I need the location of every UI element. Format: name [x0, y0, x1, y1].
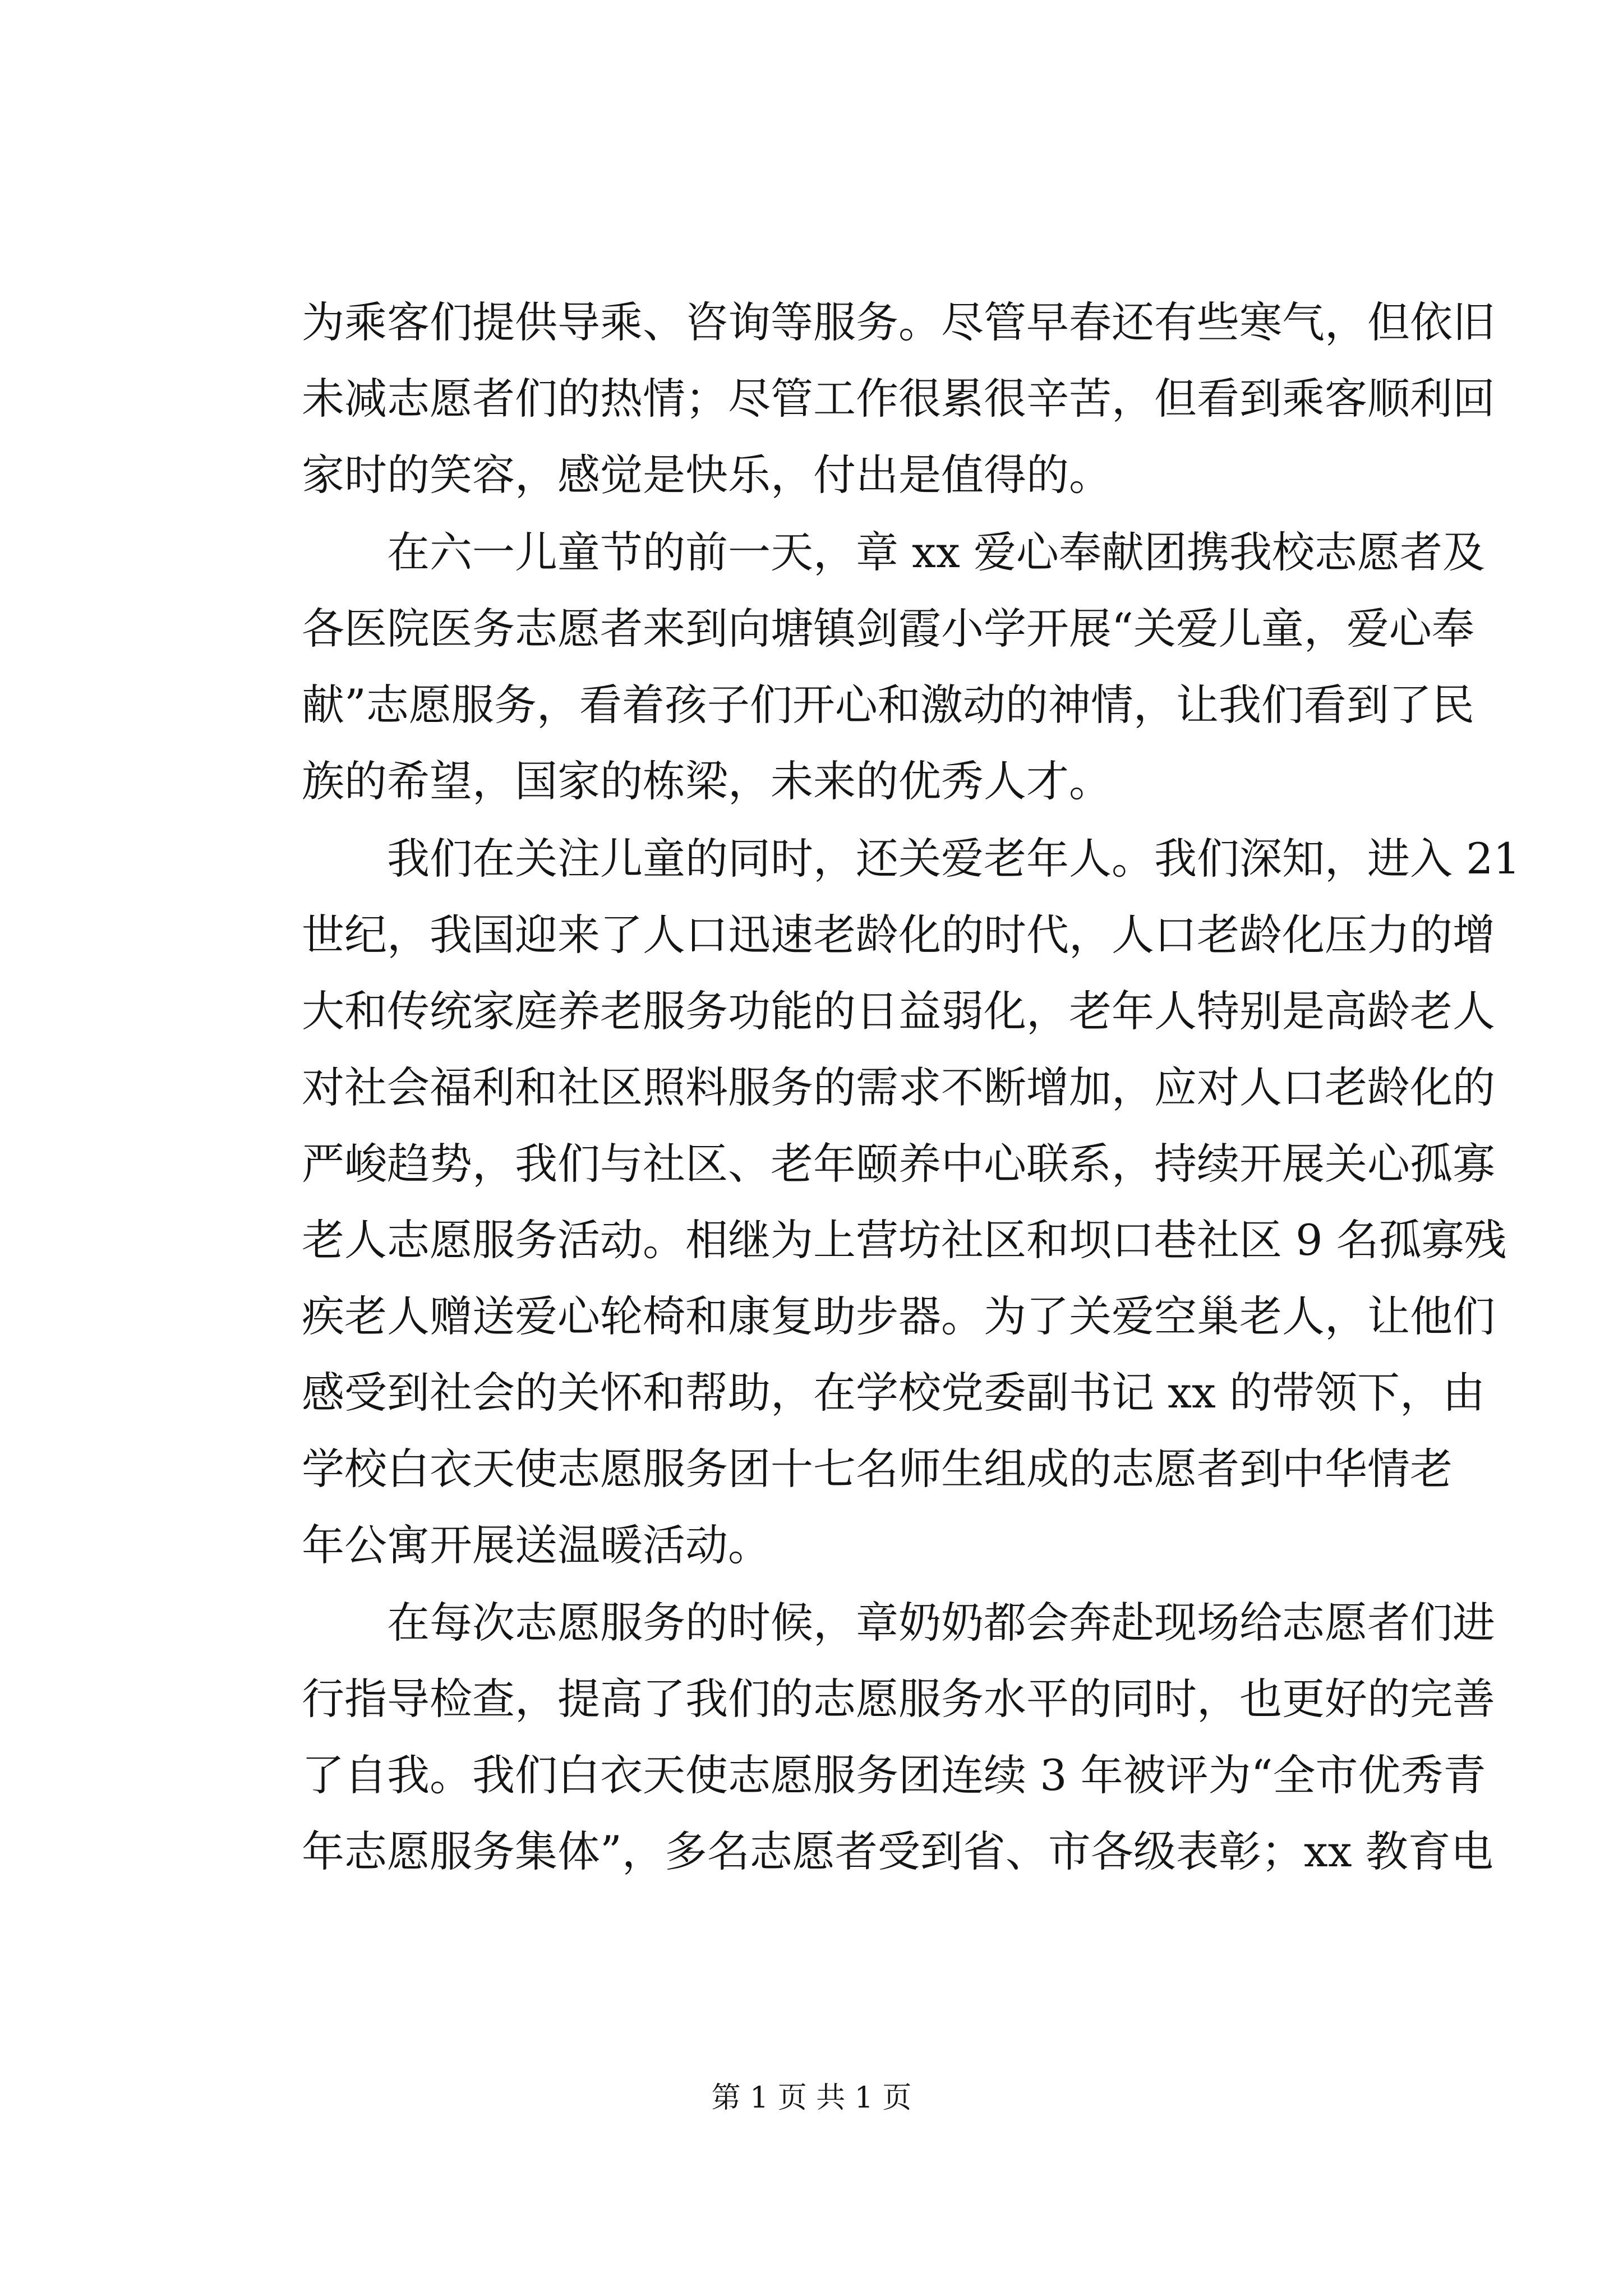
text-line: 年公寓开展送温暖活动。: [302, 1520, 771, 1570]
text-line: 各医院医务志愿者来到向塘镇剑霞小学开展“关爱儿童，爱心奉: [302, 604, 1474, 654]
text-line: 对社会福利和社区照料服务的需求不断增加，应对人口老龄化的: [302, 1062, 1495, 1112]
text-line: 学校白衣天使志愿服务团十七名师生组成的志愿者到中华情老: [302, 1444, 1453, 1494]
text-line: 行指导检查，提高了我们的志愿服务水平的同时，也更好的完善: [302, 1674, 1495, 1724]
text-line: 族的希望，国家的栋梁，未来的优秀人才。: [302, 756, 1112, 806]
page-footer: 第 1 页 共 1 页: [711, 2081, 912, 2115]
text-line: 年志愿服务集体”，多名志愿者受到省、市各级表彰；xx 教育电: [302, 1826, 1493, 1876]
paragraph-first-line: 我们在关注儿童的同时，还关爱老年人。我们深知，进入 21: [302, 834, 1520, 884]
text-line: 世纪，我国迎来了人口迅速老龄化的时代，人口老龄化压力的增: [302, 910, 1495, 960]
text-line: 为乘客们提供导乘、咨询等服务。尽管早春还有些寒气，但依旧: [302, 297, 1495, 347]
text-line: 献”志愿服务，看着孩子们开心和激动的神情，让我们看到了民: [302, 680, 1474, 730]
text-line: 疾老人赠送爱心轮椅和康复助步器。为了关爱空巢老人，让他们: [302, 1291, 1495, 1341]
paragraph-first-line: 在每次志愿服务的时候，章奶奶都会奔赴现场给志愿者们进: [302, 1598, 1495, 1648]
paragraph-first-line: 在六一儿童节的前一天，章 xx 爱心奉献团携我校志愿者及: [302, 527, 1486, 577]
text-line: 大和传统家庭养老服务功能的日益弱化，老年人特别是高龄老人: [302, 986, 1495, 1036]
text-line: 家时的笑容，感觉是快乐，付出是值得的。: [302, 450, 1112, 500]
text-line: 感受到社会的关怀和帮助，在学校党委副书记 xx 的带领下，由: [302, 1368, 1486, 1418]
text-line: 了自我。我们白衣天使志愿服务团连续 3 年被评为“全市优秀青: [302, 1750, 1486, 1800]
text-line: 老人志愿服务活动。相继为上营坊社区和坝口巷社区 9 名孤寡残: [302, 1215, 1507, 1265]
text-line: 未减志愿者们的热情；尽管工作很累很辛苦，但看到乘客顺利回: [302, 374, 1495, 424]
text-line: 严峻趋势，我们与社区、老年颐养中心联系，持续开展关心孤寡: [302, 1139, 1495, 1189]
